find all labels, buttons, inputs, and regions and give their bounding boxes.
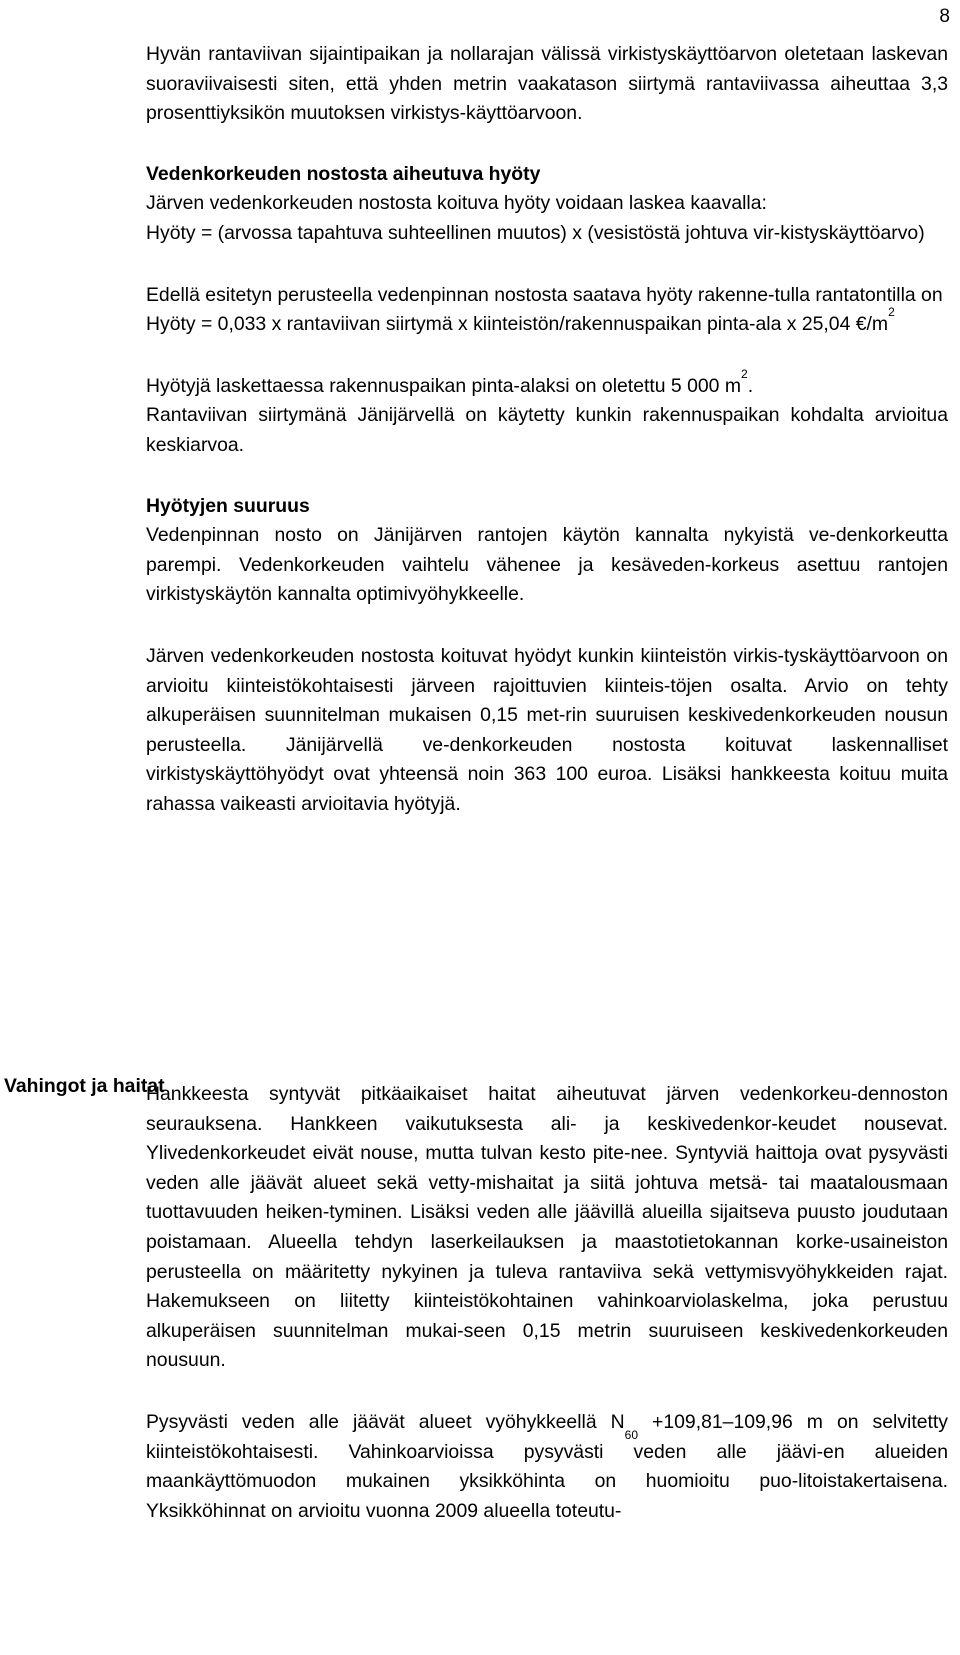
subscript-60: 60	[624, 1427, 639, 1442]
paragraph-benefit-estimate: Järven vedenkorkeuden nostosta koituvat hyödyt kunkin kiinteistön virkis-tyskäyttöarvoon on arvioitu kiinteistökohtaisesti järveen rajoittuvien kiinteis-töjen osalta. Arvio on tehty alkuperäisen suunnitelman mukaisen 0,15 met-rin suuruisen keskivedenkorkeuden nousun perusteella. Jänijärvellä ve-denkorkeuden nostosta koituvat laskennalliset virkistyskäyttöhyödyt ovat yhteensä noin 363 100 euroa. Lisäksi hankkeesta koituu muita rahassa vaikeasti arvioitavia hyötyjä.	[146, 644, 948, 815]
submerged-text-a: Pysyvästi veden alle jäävät alueet vyöhykkeellä N	[146, 1410, 625, 1433]
formula-intro: Järven vedenkorkeuden nostosta koituva hyöty voidaan laskea kaavalla:	[146, 192, 767, 215]
superscript-2: 2	[888, 305, 895, 320]
paragraph-recreation-value: Hyvän rantaviivan sijaintipaikan ja nollarajan välissä virkistyskäyttöarvon oletetaan laskevan suoraviivaisesti siten, että yhden metrin vaakatason siirtymä rantaviivassa aiheuttaa 3,3 prosenttiyksikön muutoksen virkistys-käyttöarvoon.	[146, 43, 948, 125]
plot-area-end: .	[747, 374, 754, 397]
submerged-text-b: +109,81–109,96 m on selvitetty kiinteistökohtaisesti. Vahinkoarvioissa pysyvästi veden alle jäävi-en alueiden maankäyttömuodon mukainen yksikköhinta on huomioitu puo-litoistakertaisena. Yksikköhinnat on arvioitu vuonna 2009 alueella toteutu-	[146, 1410, 948, 1522]
page-number: 8	[939, 6, 950, 27]
paragraph-shoreline-shift: Rantaviivan siirtymänä Jänijärvellä on käytetty kunkin rakennuspaikan kohdalta arvioitua keskiarvoa.	[146, 404, 948, 456]
formula-plot-text: Hyöty = 0,033 x rantaviivan siirtymä x kiinteistön/rakennuspaikan pinta-ala x 25,04 €/m	[146, 313, 889, 336]
sidebar-heading-damages: Vahingot ja haitat	[4, 1075, 165, 1097]
formula-plot-benefit	[146, 305, 948, 340]
paragraph-plot-area	[146, 366, 948, 402]
document-body	[146, 40, 948, 819]
heading-benefit-from-raising: Vedenkorkeuden nostosta aiheutuva hyöty	[146, 162, 541, 185]
superscript-2b: 2	[741, 366, 748, 381]
paragraph-water-level: Vedenpinnan nosto on Jänijärven rantojen käytön kannalta nykyistä ve-denkorkeutta parempi. Vedenkorkeuden vaihtelu vähenee ja kesäveden-korkeus asettuu rantojen virkistyskäytön kannalta optimivyöhykkeelle.	[146, 524, 948, 606]
plot-area-text: Hyötyjä laskettaessa rakennuspaikan pinta-alaksi on oletettu 5 000 m	[146, 374, 741, 397]
paragraph-damages: Hankkeesta syntyvät pitkäaikaiset haitat aiheutuvat järven vedenkorkeu-dennoston seurauksena. Hankkeen vaikutuksesta ali- ja keskivedenkor-keudet nousevat. Ylivedenkorkeudet eivät nouse, mutta tulvan kesto pite-nee. Syntyviä haittoja ovat pysyvästi veden alle jäävät alueet sekä vetty-mishaitat ja siitä johtuva metsä- tai maatalousmaan tuottavuuden heiken-tyminen. Lisäksi veden alle jäävillä alueilla sijaitseva puusto joudutaan poistamaan. Alueella tehdyn laserkeilauksen ja maastotietokannan korke-usaineiston perusteella on määritetty nykyinen ja tuleva rantaviiva sekä vettymisvyöhykkeiden rajat. Hakemukseen on liitetty kiinteistökohtainen vahinkoarviolaskelma, joka perustuu alkuperäisen suunnitelman mukai-seen 0,15 metrin suuruiseen keskivedenkorkeuden nousuun.	[146, 1083, 948, 1372]
paragraph-building-plot: Edellä esitetyn perusteella vedenpinnan nostosta saatava hyöty rakenne-tulla rantatontilla on	[146, 283, 943, 306]
document-body-damages	[146, 1080, 948, 1526]
heading-benefit-size: Hyötyjen suuruus	[146, 494, 310, 517]
formula-benefit: Hyöty = (arvossa tapahtuva suhteellinen muutos) x (vesistöstä johtuva vir-kistyskäyttöarvo)	[146, 221, 925, 244]
paragraph-submerged-areas	[146, 1408, 948, 1526]
